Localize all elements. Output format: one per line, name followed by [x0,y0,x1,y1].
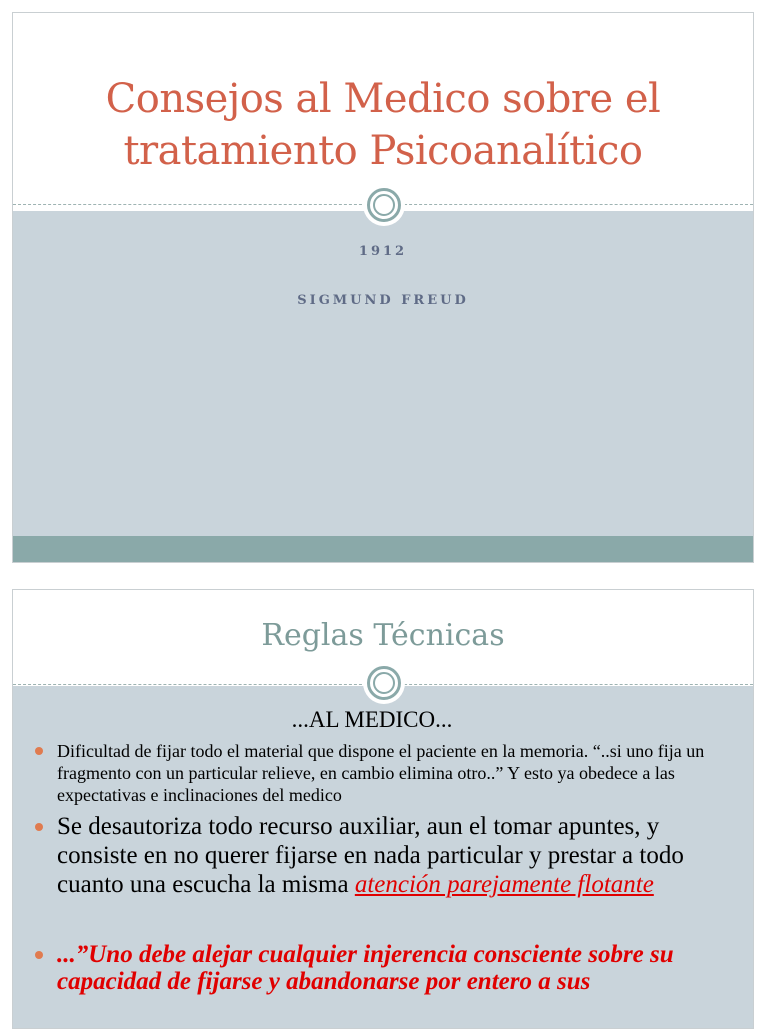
bullet-text: Dificultad de fijar todo el material que dispone el paciente en la memoria. “..si uno fija un fragmento con un particular relieve, en cambio elimina otro..” Y esto ya obedece a las expectativas e inclinaciones del medico [57,741,705,805]
title-area [13,13,753,211]
body-area [13,211,753,536]
slide-title-text: Consejos al Medico sobre el tratamiento Psicoanalítico [105,76,661,174]
year-subtitle: 1912 [358,244,408,259]
list-item [31,740,733,806]
slide-title-text: Reglas Técnicas [261,618,505,653]
bullet-text: ...”Uno debe alejar cualquier injerencia consciente sobre su capacidad de fijarse y abandonarse por entero a sus [57,941,674,995]
ring-ornament-icon [367,666,401,700]
list-item [31,812,733,899]
slide-title [12,12,754,563]
emphasis-text: atención parejamente flotante [354,871,654,898]
slide-rules [12,589,754,1029]
ring-ornament-icon [367,188,401,222]
list-item [31,941,733,995]
slide-content [31,706,733,995]
bullet-list [31,740,733,995]
section-heading: ...AL MEDICO... [291,707,453,732]
bullet-text: Se desautoriza todo recurso auxiliar, aun el tomar apuntes, y consiste en no querer fijarse en nada particular y prestar a todo cuanto una escucha la misma [57,813,684,898]
bottom-band [13,536,753,562]
author-subtitle: SIGMUND FREUD [297,293,469,308]
